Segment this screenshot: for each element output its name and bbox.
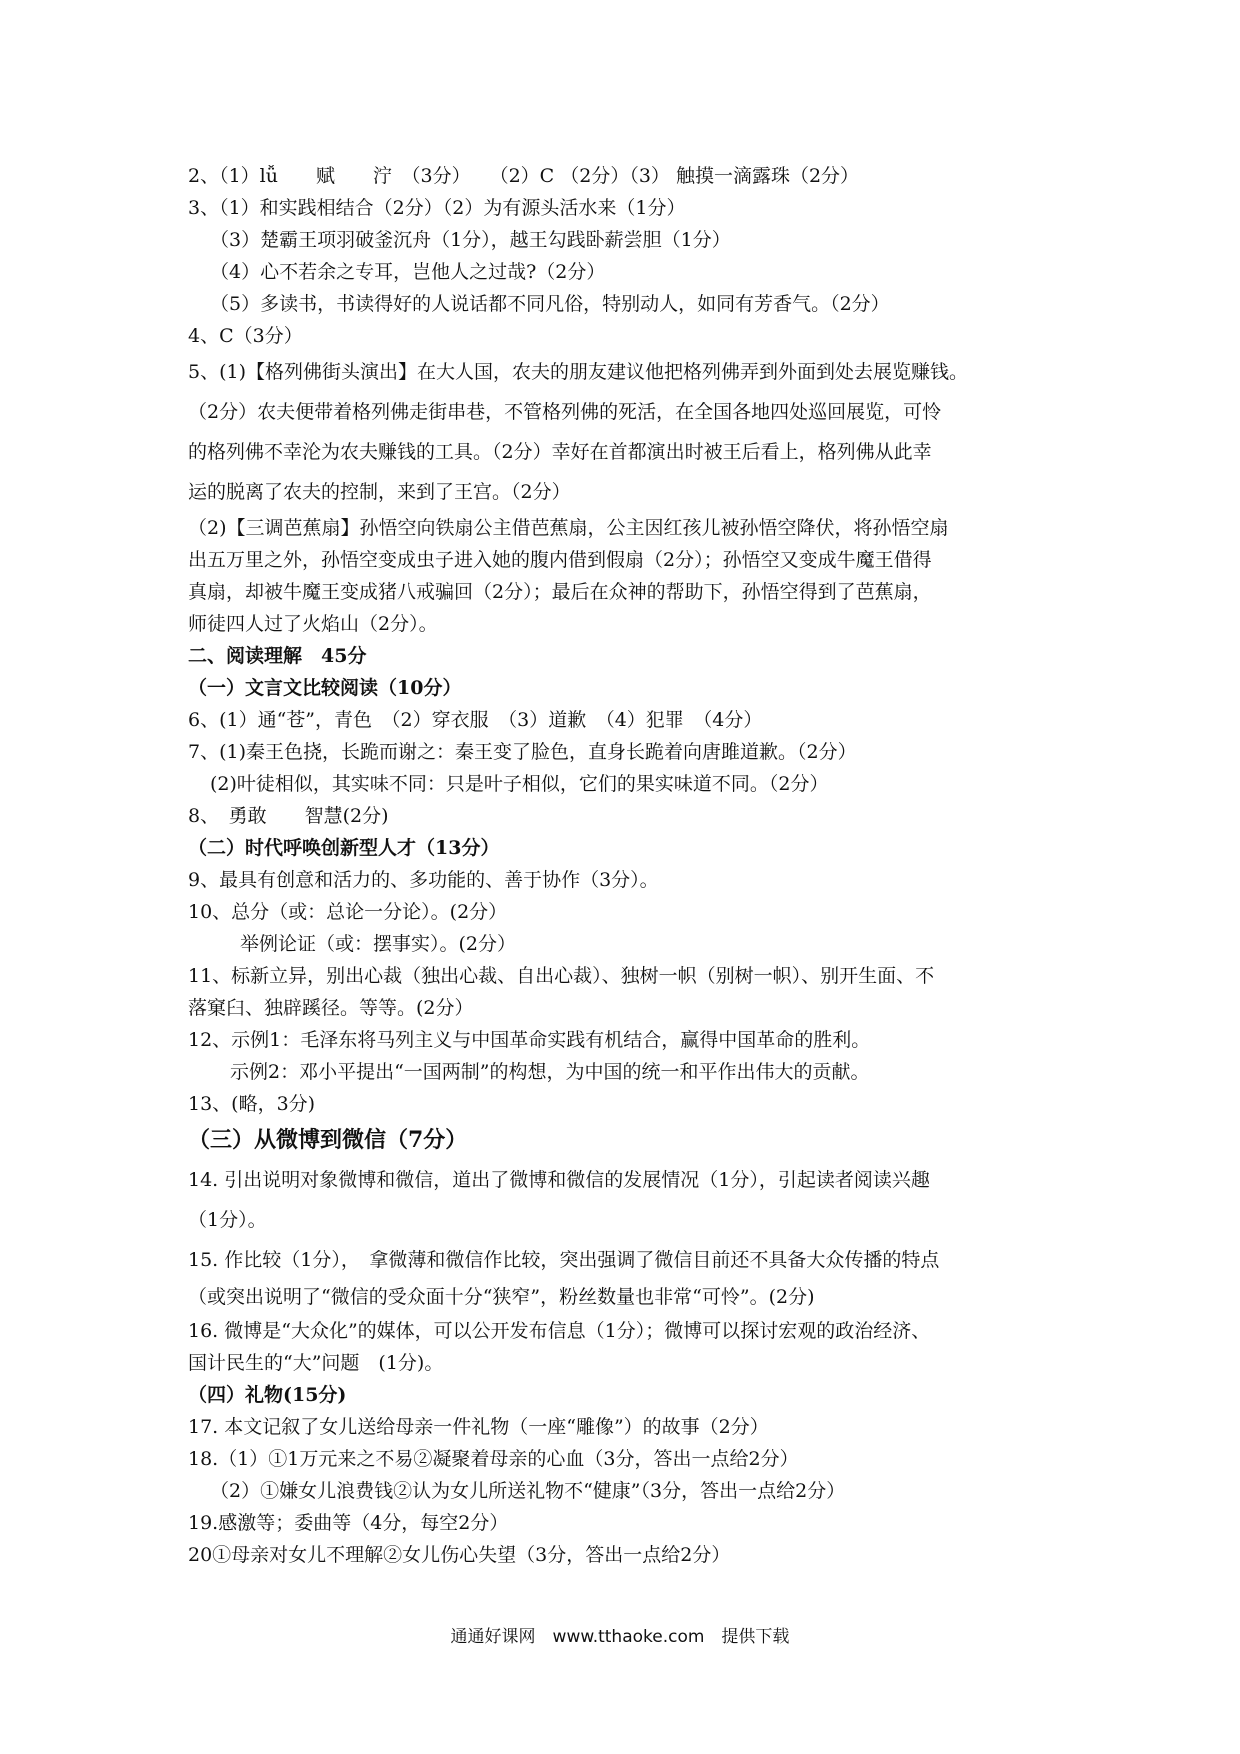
answer-line-q7-2: (2)叶徒相似，其实味不同：只是叶子相似，它们的果实味道不同。（2分） (210, 773, 829, 795)
answer-line-q18-2: （2）①嫌女儿浪费钱②认为女儿所送礼物不“健康”（3分，答出一点给2分） (210, 1480, 846, 1502)
answer-line-q20: 20①母亲对女儿不理解②女儿伤心失望（3分，答出一点给2分） (188, 1544, 731, 1566)
footer-watermark: 通通好课网 www.tthaoke.com 提供下载 (450, 1627, 790, 1647)
answer-line-q12-1: 12、示例1：毛泽东将马列主义与中国革命实践有机结合，赢得中国革命的胜利。 (188, 1029, 871, 1051)
answer-line-q2: 2、（1）lǚ 赋 泞 （3分） （2）C （2分）（3） 触摸一滴露珠（2分） (188, 165, 860, 187)
section-heading-innovation: （二）时代呼唤创新型人才（13分） (188, 837, 500, 859)
answer-line-q5-8: 师徒四人过了火焰山（2分）。 (188, 613, 438, 635)
answer-line-q10-1: 10、总分（或：总论一分论）。(2分） (188, 901, 508, 923)
answer-line-q17: 17. 本文记叙了女儿送给母亲一件礼物（一座“雕像”）的故事（2分） (188, 1416, 769, 1438)
answer-line-q3-4: （4）心不若余之专耳，岂他人之过哉?（2分） (210, 261, 606, 283)
answer-line-q3-5: （5）多读书，书读得好的人说话都不同凡俗，特别动人，如同有芳香气。（2分） (210, 293, 890, 315)
answer-line-q12-2: 示例2：邓小平提出“一国两制”的构想，为中国的统一和平作出伟大的贡献。 (230, 1061, 870, 1083)
answer-line-q10-2: 举例论证（或：摆事实）。(2分） (240, 933, 517, 955)
answer-line-q8: 8、 勇敢 智慧(2分) (188, 805, 389, 827)
answer-line-q11-1: 11、标新立异，别出心裁（独出心裁、自出心裁）、独树一帜（别树一帜）、别开生面、不 (188, 965, 935, 987)
answer-line-q5-1: 5、(1)【格列佛街头演出】在大人国，农夫的朋友建议他把格列佛弄到外面到处去展览赚钱。 (188, 361, 969, 383)
answer-line-q5-4: 运的脱离了农夫的控制，来到了王宫。（2分） (188, 481, 571, 503)
answer-line-q5-2: （2分）农夫便带着格列佛走街串巷，不管格列佛的死活，在全国各地四处巡回展览，可怜 (188, 401, 942, 423)
section-heading-reading: 二、阅读理解 45分 (188, 645, 367, 667)
answer-line-q7-1: 7、(1)秦王色挠，长跪而谢之：秦王变了脸色，直身长跪着向唐雎道歉。（2分） (188, 741, 857, 763)
answer-line-q3-3: （3）楚霸王项羽破釜沉舟（1分），越王勾践卧薪尝胆（1分） (210, 229, 731, 251)
section-heading-gift: （四）礼物(15分) (188, 1384, 347, 1406)
answer-line-q16-1: 16. 微博是“大众化”的媒体，可以公开发布信息（1分）；微博可以探讨宏观的政治经济、 (188, 1320, 931, 1342)
answer-line-q15-1: 15. 作比较（1分）， 拿微薄和微信作比较，突出强调了微信目前还不具备大众传播的特点 (188, 1249, 940, 1271)
answer-line-q5-3: 的格列佛不幸沦为农夫赚钱的工具。（2分）幸好在首都演出时被王后看上，格列佛从此幸 (188, 441, 932, 463)
answer-line-q11-2: 落窠臼、独辟蹊径。等等。(2分） (188, 997, 474, 1019)
answer-line-q9: 9、最具有创意和活力的、多功能的、善于协作（3分）。 (188, 869, 659, 891)
answer-line-q15-2: （或突出说明了“微信的受众面十分“狭窄”，粉丝数量也非常“可怜”。(2分) (188, 1286, 815, 1308)
answer-line-q5-5: （2)【三调芭蕉扇】孙悟空向铁扇公主借芭蕉扇，公主因红孩儿被孙悟空降伏，将孙悟空扇 (188, 517, 949, 539)
answer-line-q4: 4、C（3分） (188, 325, 303, 347)
answer-line-q13: 13、(略，3分) (188, 1093, 316, 1115)
answer-content (188, 160, 1068, 1571)
section-heading-classical: （一）文言文比较阅读（10分） (188, 677, 462, 699)
answer-line-q5-6: 出五万里之外，孙悟空变成虫子进入她的腹内借到假扇（2分）；孙悟空又变成牛魔王借得 (188, 549, 932, 571)
section-heading-weibo: （三）从微博到微信（7分） (188, 1127, 468, 1153)
answer-line-q14-2: （1分）。 (188, 1209, 267, 1231)
answer-line-q5-7: 真扇，却被牛魔王变成猪八戒骗回（2分）；最后在众神的帮助下，孙悟空得到了芭蕉扇， (188, 581, 932, 603)
answer-line-q18-1: 18.（1）①1万元来之不易②凝聚着母亲的心血（3分，答出一点给2分） (188, 1448, 799, 1470)
answer-line-q19: 19.感激等；委曲等（4分，每空2分） (188, 1512, 509, 1534)
answer-line-q14-1: 14. 引出说明对象微博和微信，道出了微博和微信的发展情况（1分），引起读者阅读兴趣 (188, 1169, 930, 1191)
answer-line-q16-2: 国计民生的“大”问题 (1分)。 (188, 1352, 444, 1374)
answer-line-q3-1: 3、（1）和实践相结合（2分）（2）为有源头活水来（1分） (188, 197, 686, 219)
answer-line-q6: 6、(1）通“苍”，青色 （2）穿衣服 （3）道歉 （4）犯罪 （4分） (188, 709, 763, 731)
